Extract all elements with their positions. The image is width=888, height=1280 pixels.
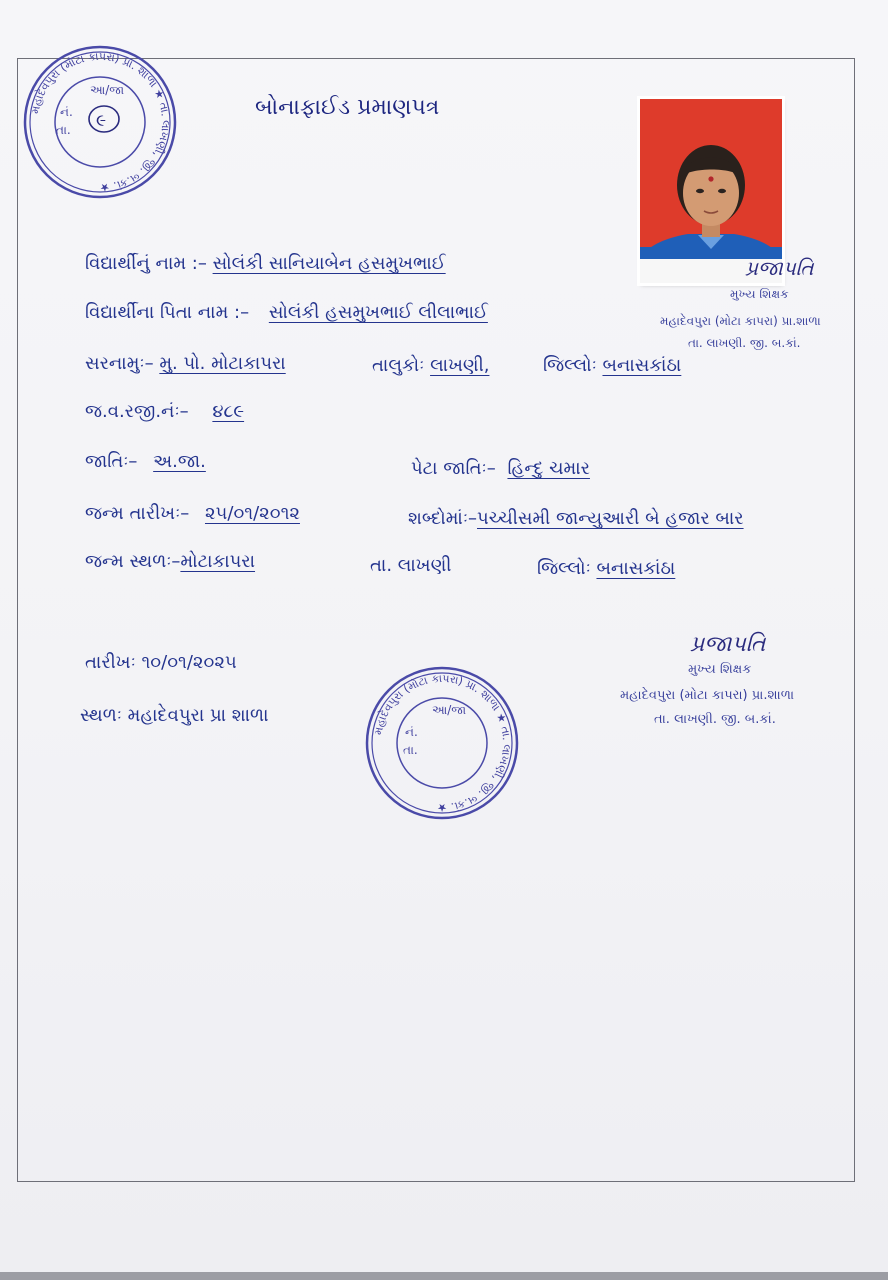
- birth-date-value: ૨૫/૦૧/૨૦૧૨: [204, 503, 300, 524]
- birth-place-district: [537, 558, 675, 579]
- birth-place-district-label: જિલ્લોઃ: [537, 558, 591, 579]
- birth-date-label: જન્મ તારીખઃ–: [85, 503, 190, 524]
- photo-signature-address: તા. લાખણી. જી. બ.કાં.: [688, 336, 801, 350]
- birth-date-words-row: [408, 508, 744, 529]
- caste-row: [85, 451, 206, 472]
- address-taluka-value: લાખણી,: [430, 355, 490, 376]
- issue-place: સ્થળઃ મહાદેવપુરા પ્રા શાળા: [80, 705, 269, 726]
- stamp-top-number: ૯: [96, 111, 107, 131]
- stamp-top-ta-label: તા.: [56, 123, 71, 137]
- stamp-bottom-no-label: નં.: [405, 725, 418, 739]
- subcaste-row: [411, 458, 590, 479]
- principal-school: મહાદેવપુરા (મોટા કાપરા) પ્રા.શાળા: [620, 688, 795, 703]
- stamp-bottom-ta-label: તા.: [403, 743, 418, 757]
- birth-place-value: મોટાકાપરા: [180, 551, 256, 572]
- stamp-top-ring-text: મહાદેવપુરા (મોટા કાપરા) પ્રા. શાળા ★ તા. લાખણી, જી. બ.કાં. ★: [28, 49, 173, 195]
- stamp-top-center: આ/જા: [90, 83, 125, 97]
- register-value: ૪૮૯: [212, 401, 245, 422]
- principal-address: તા. લાખણી. જી. બ.કાં.: [654, 712, 776, 727]
- address-value: મુ. પો. મોટાકાપરા: [159, 353, 286, 374]
- principal-title: મુખ્ય શિક્ષક: [688, 662, 752, 677]
- address-label-row: [85, 353, 286, 374]
- address-taluka: [372, 355, 489, 376]
- school-stamp-top: [22, 44, 178, 200]
- address-district-label: જિલ્લોઃ: [543, 355, 597, 376]
- address-district: [543, 355, 681, 376]
- caste-value: અ.જા.: [153, 451, 206, 472]
- father-name-label: વિદ્યાર્થીના પિતા નામ :–: [85, 302, 250, 323]
- birth-place-district-value: બનાસકાંઠા: [596, 558, 676, 579]
- register-row: [85, 401, 244, 422]
- birth-date-words-label: શબ્દોમાંઃ–: [408, 508, 478, 529]
- birth-place-row: [85, 551, 255, 572]
- birth-date-words-value: પચ્ચીસમી જાન્યુઆરી બે હજાર બાર: [477, 508, 744, 529]
- address-taluka-label: તાલુકોઃ: [372, 355, 425, 376]
- birth-place-label: જન્મ સ્થળઃ–: [85, 551, 181, 572]
- subcaste-value: હિન્દુ ચમાર: [507, 458, 590, 479]
- page-edge: [0, 1272, 888, 1280]
- photo-signature-title: મુખ્ય શિક્ષક: [730, 287, 789, 301]
- school-stamp-bottom: [363, 664, 521, 822]
- caste-label: જાતિઃ–: [85, 451, 138, 472]
- register-label: જ.વ.રજી.નંઃ–: [85, 401, 189, 422]
- principal-signature: પ્રજાપતિ: [690, 632, 766, 657]
- student-name-row: [85, 253, 446, 274]
- address-label: સરનામુઃ–: [85, 353, 154, 374]
- student-name-label: વિદ્યાર્થીનું નામ :–: [85, 253, 207, 274]
- birth-place-taluka: તા. લાખણી: [370, 555, 452, 576]
- subcaste-label: પેટા જાતિઃ–: [411, 458, 496, 479]
- certificate-title: બોનાફાઈડ પ્રમાણપત્ર: [255, 95, 440, 120]
- stamp-bottom-center: આ/જા: [432, 703, 467, 717]
- address-district-value: બનાસકાંઠા: [602, 355, 682, 376]
- father-name-value: સોલંકી હસમુખભાઈ લીલાભાઈ: [268, 302, 488, 323]
- photo-signature: પ્રજાપતિ: [745, 256, 814, 280]
- father-name-row: [85, 302, 488, 323]
- birth-date-row: [85, 503, 300, 524]
- stamp-bottom-ring-text: મહાદેવપુરા (મોટા કાપરા) પ્રા. શાળા ★ તા. લાખણી, જી. બ.કાં. ★: [371, 671, 514, 815]
- issue-date: તારીખઃ ૧૦/૦૧/૨૦૨૫: [85, 652, 237, 673]
- photo-signature-school: મહાદેવપુરા (મોટા કાપરા) પ્રા.શાળા: [660, 314, 821, 328]
- student-name-value: સોલંકી સાનિયાબેન હસમુખભાઈ: [212, 253, 446, 274]
- stamp-top-no-label: નં.: [60, 105, 73, 119]
